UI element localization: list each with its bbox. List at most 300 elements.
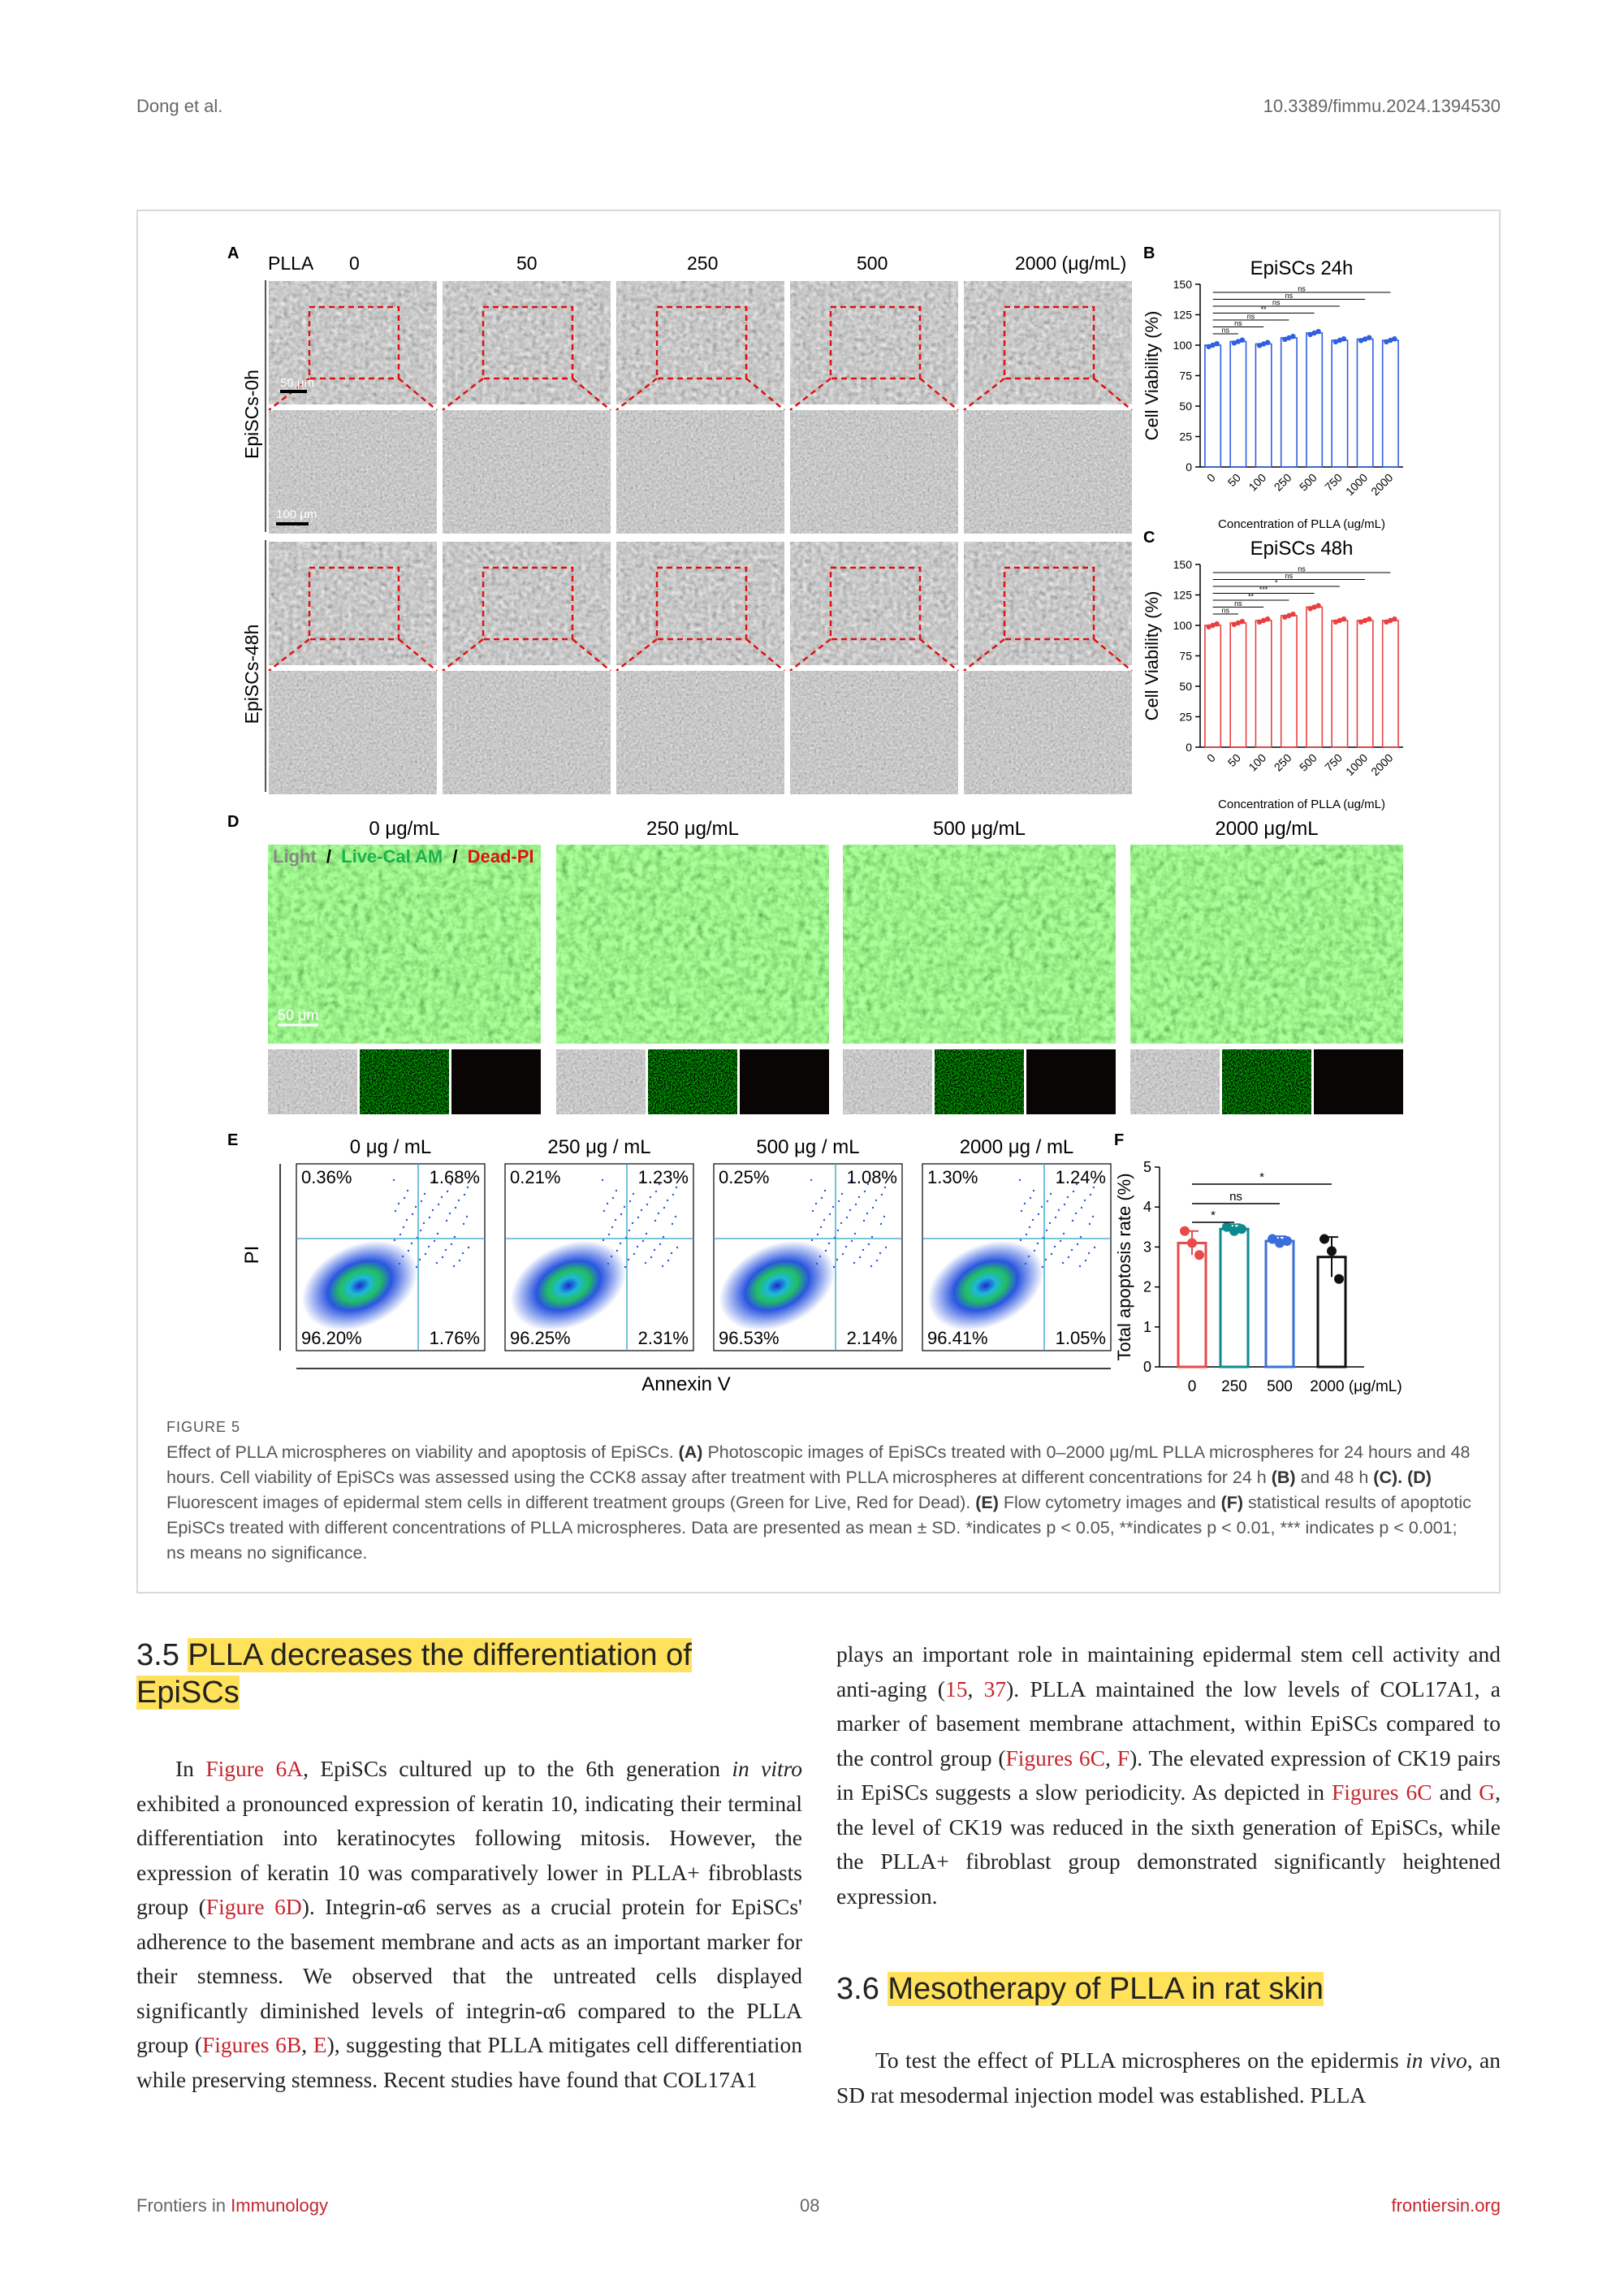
fluorescence-title: 250 μg/mL: [646, 818, 739, 840]
data-point: [1265, 340, 1270, 345]
figure-caption: [166, 1440, 1474, 1566]
ref-figure-6g[interactable]: G: [1479, 1779, 1496, 1805]
data-point: [1334, 1274, 1344, 1284]
data-point: [1214, 341, 1219, 346]
ref-figures-6c-2[interactable]: Figures 6C: [1331, 1779, 1432, 1805]
significance-label: *: [1274, 578, 1278, 587]
scatter-event: [428, 1246, 430, 1247]
y-axis-label: Cell Viability (%): [1142, 590, 1162, 721]
scatter-event: [821, 1197, 823, 1199]
scatter-event: [637, 1246, 638, 1247]
data-point: [1392, 616, 1397, 621]
scatter-event: [402, 1256, 404, 1257]
data-point: [1315, 329, 1320, 334]
panel-letter-d: D: [227, 813, 240, 831]
bar: [1332, 340, 1347, 467]
scatter-event: [468, 1247, 469, 1248]
bar: [1383, 620, 1398, 747]
scatter-event: [646, 1204, 648, 1205]
micrograph: [616, 281, 784, 404]
scatter-event: [645, 1262, 646, 1264]
scatter-event: [868, 1243, 870, 1245]
scatter-event: [858, 1196, 860, 1198]
scatter-event: [881, 1194, 883, 1196]
scatter-event: [628, 1230, 630, 1231]
scatter-event: [819, 1256, 821, 1257]
micrograph: [790, 542, 958, 665]
flow-title: 2000 μg / mL: [959, 1136, 1074, 1158]
scatter-event: [879, 1252, 881, 1254]
scatter-event: [398, 1203, 400, 1204]
scatter-event: [603, 1239, 604, 1241]
flow-cytometry-panels: [280, 1136, 1111, 1369]
scatter-event: [853, 1262, 855, 1264]
scatter-event: [851, 1240, 853, 1242]
x-tick-label: 750: [1322, 470, 1345, 494]
scatter-event: [1071, 1249, 1073, 1251]
scatter-event: [462, 1252, 464, 1254]
scatter-event: [875, 1200, 877, 1201]
caption-ref-f: (F): [1220, 1493, 1244, 1512]
scatter-event: [1072, 1220, 1073, 1222]
live-channel-dots: [935, 1049, 1024, 1114]
micrograph: [964, 281, 1132, 404]
s35-text-6: ), suggesting that PLLA mitigates cell differentiation while preserving stemness. Recent studies have found that COL17A1: [136, 2032, 803, 2092]
y-tick-label: 125: [1173, 308, 1192, 322]
scatter-event: [637, 1217, 639, 1218]
scatter-event: [1046, 1230, 1047, 1231]
caption-text-4: Fluorescent images of epidermal stem cells in different treatment groups (Green for Live, Red for Dead).: [166, 1493, 971, 1512]
y-tick-label: 0: [1142, 1359, 1151, 1375]
significance-label: ns: [1298, 284, 1306, 293]
rc-text-6: and: [1439, 1779, 1472, 1805]
y-tick-label: 2: [1142, 1278, 1151, 1295]
flow-xlabel: Annexin V: [641, 1373, 731, 1395]
x-tick-label: 250: [1221, 1378, 1247, 1395]
quadrant-ll: 96.53%: [719, 1328, 780, 1348]
x-tick-label: 50: [1224, 470, 1243, 490]
scatter-event: [1058, 1209, 1060, 1211]
rc-text-2: ,: [967, 1676, 974, 1701]
scatter-event: [416, 1266, 417, 1268]
data-point: [1187, 1238, 1197, 1247]
ref-15[interactable]: 15: [944, 1676, 968, 1701]
conc-label-2000: 2000 (μg/mL): [1015, 253, 1127, 274]
scatter-event: [399, 1263, 400, 1265]
scatter-event: [646, 1233, 647, 1234]
data-point: [1214, 621, 1219, 626]
ref-figure-6a[interactable]: Figure 6A: [205, 1756, 304, 1781]
panel-letter-f: F: [1114, 1131, 1125, 1149]
rc-text-7: , the level of CK19 was reduced in the sixth generation of EpiSCs, while the PLLA+ fibroblast group demonstrated significantly heightened expression.: [836, 1779, 1501, 1909]
scatter-event: [675, 1216, 676, 1217]
significance-label: *: [1211, 1209, 1216, 1222]
scatter-event: [1041, 1206, 1043, 1208]
quadrant-lr: 2.31%: [637, 1328, 689, 1348]
scatter-event: [676, 1247, 678, 1248]
legend-sep-2: /: [452, 846, 458, 867]
quadrant-ul: 1.30%: [927, 1167, 978, 1187]
scatter-event: [620, 1213, 622, 1215]
scatter-event: [824, 1190, 826, 1191]
dead-channel-image: [1026, 1049, 1116, 1114]
panel-letter-e: E: [227, 1131, 239, 1149]
data-point: [1341, 616, 1346, 621]
quadrant-ul: 0.36%: [301, 1167, 352, 1187]
scatter-event: [611, 1226, 613, 1228]
scatter-event: [1055, 1217, 1056, 1218]
scatter-event: [1029, 1226, 1030, 1228]
quadrant-ur: 1.23%: [637, 1167, 689, 1187]
chart-title: EpiSCs 48h: [1250, 538, 1354, 560]
scatter-event: [863, 1220, 865, 1222]
caption-text-1: Effect of PLLA microspheres on viability and apoptosis of EpiSCs.: [166, 1442, 674, 1462]
figure-label: FIGURE 5: [166, 1419, 241, 1435]
panel-letter-c: C: [1143, 529, 1155, 547]
live-channel-dots: [1222, 1049, 1311, 1114]
bar: [1281, 616, 1297, 747]
scatter-event: [671, 1252, 672, 1254]
scatter-event: [447, 1191, 448, 1192]
scatter-event: [842, 1253, 844, 1255]
footer-journal-name[interactable]: Immunology: [231, 2195, 329, 2216]
scatter-event: [663, 1207, 665, 1209]
scatter-event: [442, 1256, 443, 1258]
scatter-event: [1025, 1263, 1026, 1265]
scatter-event: [1024, 1203, 1026, 1204]
scatter-event: [429, 1217, 430, 1218]
scatter-event: [464, 1194, 465, 1196]
scatter-event: [1094, 1247, 1095, 1248]
fluorescence-title: 2000 μg/mL: [1215, 818, 1319, 840]
heading-3-5-text: PLLA decreases the differentiation of EpiSCs: [136, 1638, 692, 1710]
scatter-event: [654, 1249, 655, 1251]
scatter-event: [871, 1236, 873, 1238]
data-point: [1194, 1250, 1204, 1260]
bar: [1281, 338, 1297, 467]
caption-ref-e: (E): [975, 1493, 999, 1512]
scatter-event: [1085, 1260, 1086, 1261]
scatter-event: [1047, 1200, 1048, 1202]
scatter-event: [823, 1219, 825, 1221]
scatter-event: [612, 1197, 614, 1199]
significance-label: ns: [1285, 292, 1294, 300]
scatter-event: [404, 1197, 405, 1199]
scatter-event: [424, 1193, 425, 1195]
y-axis-label: Cell Viability (%): [1142, 310, 1162, 441]
micrograph: [443, 671, 611, 794]
plla-label: PLLA: [268, 253, 314, 274]
scatter-event: [815, 1203, 817, 1204]
scatter-event: [1021, 1210, 1022, 1212]
micrograph: [964, 410, 1132, 534]
x-tick-label: 1000: [1342, 470, 1371, 499]
significance-label: **: [1260, 305, 1267, 313]
quadrant-ul: 0.21%: [510, 1167, 561, 1187]
data-point: [1367, 616, 1371, 621]
scatter-event: [445, 1249, 447, 1251]
scatter-event: [441, 1196, 443, 1198]
bar: [1307, 333, 1322, 467]
x-axis-label: Concentration of PLLA (ug/mL): [1218, 798, 1385, 811]
y-tick-label: 150: [1173, 558, 1192, 571]
x-tick-label: 100: [1246, 470, 1269, 494]
caption-text-6: statistical results of apoptotic EpiSCs treated with different concentrations of PLLA microspheres. Data are presented as mean ± SD. *indicates p < 0.05, **indicates p < 0.01, *** indicates p < 0.001; ns means no significance.: [166, 1493, 1471, 1563]
chart-c: [1142, 538, 1403, 811]
scatter-event: [628, 1259, 629, 1260]
ref-37[interactable]: 37: [983, 1676, 1007, 1701]
quadrant-lr: 1.05%: [1055, 1328, 1106, 1348]
scatter-event: [667, 1260, 669, 1261]
significance-label: **: [1247, 592, 1255, 601]
heading-3-6-number: 3.6: [836, 1972, 879, 2006]
scatter-event: [825, 1250, 827, 1252]
scatter-event: [810, 1179, 812, 1181]
ref-figure-6e[interactable]: E: [313, 2032, 327, 2057]
x-tick-label: 50: [1224, 750, 1243, 770]
row-label-0h: EpiSCs-0h: [241, 370, 262, 459]
scatter-event: [451, 1243, 452, 1245]
scatter-event: [1067, 1196, 1069, 1198]
row-label-48h: EpiSCs-48h: [241, 624, 262, 724]
light-channel-image: [556, 1049, 646, 1114]
panel-letter-b: B: [1143, 244, 1155, 262]
scatter-event: [615, 1219, 616, 1221]
scatter-event: [1030, 1197, 1031, 1199]
y-tick-label: 100: [1173, 339, 1192, 352]
x-tick-label: 2000: [1368, 750, 1396, 779]
scatter-event: [1080, 1236, 1082, 1238]
merged-fluorescence-image: [556, 845, 829, 1044]
scatter-event: [820, 1226, 822, 1228]
live-channel-dots: [648, 1049, 737, 1114]
scatter-event: [458, 1200, 460, 1201]
x-tick-label: 500: [1296, 750, 1320, 774]
scatter-event: [446, 1220, 447, 1222]
heading-3-6-text: Mesotherapy of PLLA in rat skin: [888, 1972, 1324, 2006]
micrograph-grid-a: [269, 281, 1132, 794]
data-point: [1392, 336, 1397, 341]
scatter-event: [1073, 1191, 1074, 1192]
ref-figures-6c[interactable]: Figures 6C: [1005, 1745, 1105, 1771]
flow-title: 250 μg / mL: [547, 1136, 651, 1158]
flow-title: 0 μg / mL: [349, 1136, 432, 1158]
ref-figure-6d[interactable]: Figure 6D: [205, 1894, 302, 1919]
quadrant-lr: 2.14%: [846, 1328, 897, 1348]
scatter-event: [841, 1193, 843, 1195]
scatter-event: [449, 1213, 451, 1214]
scatter-event: [862, 1249, 864, 1251]
right-column-paragraph: [836, 1637, 1501, 1913]
y-tick-label: 3: [1142, 1239, 1151, 1256]
micrograph: [269, 542, 437, 665]
x-tick-label: 0: [1187, 1378, 1197, 1395]
y-tick-label: 125: [1173, 588, 1192, 602]
scatter-event: [816, 1263, 818, 1265]
ref-figures-6b[interactable]: Figures 6B: [201, 2032, 302, 2057]
chart-title: EpiSCs 24h: [1250, 257, 1354, 279]
scatter-event: [642, 1240, 644, 1242]
significance-label: ns: [1246, 312, 1255, 321]
scatter-event: [837, 1230, 839, 1231]
significance-label: *: [1259, 1170, 1264, 1184]
scatter-event: [1049, 1222, 1051, 1224]
scatter-event: [607, 1263, 609, 1265]
x-tick-label: 750: [1322, 750, 1345, 774]
scatter-event: [880, 1223, 882, 1225]
scatter-event: [1092, 1216, 1094, 1217]
s35-text-4: ). Integrin-α6 serves as a crucial protein for EpiSCs' adherence to the basement membrane and acts as an important marker for their stemness. We observed that the untreated cells displayed significantly diminished levels of integrin-α6 compared to the PLLA group (: [136, 1894, 802, 2057]
scatter-event: [1090, 1194, 1091, 1196]
x-tick-label: 2000 (μg/mL): [1310, 1378, 1402, 1395]
data-point: [1341, 336, 1346, 341]
micrograph: [443, 281, 611, 404]
scatter-event: [1038, 1213, 1039, 1215]
flow-ylabel: PI: [241, 1245, 263, 1265]
s35-text-5: ,: [301, 2032, 308, 2057]
scatter-event: [650, 1196, 651, 1198]
data-point: [1282, 1236, 1292, 1246]
scatter-event: [1054, 1246, 1056, 1247]
scatter-event: [411, 1243, 412, 1244]
scatter-event: [420, 1230, 421, 1231]
scatter-event: [629, 1200, 631, 1202]
scale-bar-top: 50 μm: [280, 376, 314, 390]
quadrant-lr: 1.76%: [429, 1328, 480, 1348]
scatter-event: [832, 1206, 834, 1208]
bar: [1255, 620, 1271, 747]
bar: [1205, 625, 1220, 747]
scatter-event: [662, 1265, 663, 1267]
scatter-event: [672, 1223, 673, 1225]
scatter-event: [1045, 1259, 1047, 1260]
y-tick-label: 25: [1179, 430, 1192, 443]
scatter-event: [836, 1259, 838, 1260]
scatter-event: [1050, 1193, 1052, 1195]
scatter-event: [453, 1265, 455, 1267]
significance-label: ns: [1221, 326, 1230, 335]
caption-text-5: Flow cytometry images and: [1003, 1493, 1216, 1512]
quadrant-ll: 96.41%: [927, 1328, 988, 1348]
scatter-event: [1077, 1243, 1078, 1245]
ref-figure-6f[interactable]: F: [1116, 1745, 1130, 1771]
scatter-event: [393, 1179, 395, 1181]
scatter-event: [650, 1256, 652, 1258]
bar: [1205, 345, 1220, 467]
y-tick-label: 100: [1173, 619, 1192, 632]
scatter-event: [1081, 1207, 1082, 1209]
scatter-event: [406, 1219, 408, 1221]
scatter-event: [438, 1204, 439, 1205]
scatter-event: [608, 1234, 610, 1235]
running-head-doi: 10.3389/fimmu.2024.1394530: [1263, 96, 1501, 116]
scatter-event: [436, 1262, 438, 1264]
scatter-event: [812, 1210, 814, 1212]
scatter-event: [633, 1193, 634, 1195]
section-3-5: [136, 1637, 802, 2097]
y-tick-label: 75: [1179, 369, 1192, 383]
conc-label-500: 500: [857, 253, 888, 274]
scatter-event: [838, 1200, 840, 1202]
quadrant-ur: 1.68%: [429, 1167, 480, 1187]
flow-title: 500 μg / mL: [756, 1136, 860, 1158]
rc-text-5: ). The elevated expression of CK19 pairs in EpiSCs suggests a slow periodicity. As depicted in: [836, 1745, 1501, 1805]
y-tick-label: 1: [1142, 1318, 1151, 1335]
scatter-event: [459, 1260, 460, 1261]
scatter-event: [829, 1213, 831, 1215]
significance-label: ns: [1234, 599, 1242, 608]
heading-3-6: [836, 1970, 1501, 2008]
significance-label: ns: [1272, 298, 1281, 307]
y-tick-label: 75: [1179, 649, 1192, 663]
running-head-authors: Dong et al.: [136, 96, 223, 116]
fluorescence-title: 0 μg/mL: [369, 818, 440, 840]
legend-light: Light: [273, 846, 317, 867]
scatter-event: [817, 1234, 818, 1235]
merged-fluorescence-image: [843, 845, 1116, 1044]
y-tick-label: 25: [1179, 710, 1192, 724]
significance-label: ***: [1259, 586, 1268, 594]
scatter-event: [1033, 1190, 1034, 1191]
stain-legend: [273, 846, 534, 867]
conc-label-50: 50: [516, 253, 538, 274]
rc-text-3: ). PLLA maintained the low levels of COL17A1, a marker of basement membrane attachment, within EpiSCs compared to the control group (: [836, 1676, 1501, 1771]
scatter-event: [394, 1239, 395, 1241]
quadrant-ul: 0.25%: [719, 1167, 770, 1187]
y-tick-label: 0: [1186, 741, 1192, 754]
caption-ref-c: (C).: [1373, 1468, 1403, 1487]
scatter-event: [828, 1243, 830, 1244]
scatter-event: [632, 1222, 633, 1224]
quadrant-ur: 1.24%: [1055, 1167, 1106, 1187]
data-point: [1265, 616, 1270, 621]
scale-bar-bottom: 100 μm: [276, 508, 317, 521]
scatter-event: [866, 1213, 868, 1214]
quadrant-ll: 96.20%: [301, 1328, 362, 1348]
scatter-event: [663, 1236, 664, 1238]
scatter-event: [885, 1247, 887, 1248]
scatter-event: [615, 1190, 617, 1191]
scatter-event: [425, 1253, 426, 1255]
scatter-event: [883, 1216, 885, 1217]
scatter-event: [455, 1207, 456, 1209]
scatter-event: [421, 1200, 422, 1202]
light-channel-image: [843, 1049, 932, 1114]
scatter-event: [408, 1250, 409, 1252]
x-axis-label: Concentration of PLLA (ug/mL): [1218, 517, 1385, 531]
bar: [1230, 342, 1246, 468]
panel-letter-a: A: [227, 244, 240, 262]
bar: [1332, 620, 1347, 747]
caption-ref-a: (A): [678, 1442, 703, 1462]
s35-text-2: , EpiSCs cultured up to the 6th generation: [303, 1756, 720, 1781]
scatter-event: [1032, 1219, 1034, 1221]
scatter-event: [607, 1203, 608, 1204]
bar: [1255, 344, 1271, 468]
scatter-event: [655, 1191, 657, 1192]
footer-site[interactable]: frontiersin.org: [1391, 2195, 1501, 2216]
bar: [1357, 620, 1372, 747]
scatter-event: [454, 1236, 456, 1238]
scatter-event: [603, 1210, 605, 1212]
scatter-event: [845, 1246, 847, 1247]
scatter-event: [616, 1250, 618, 1252]
x-tick-label: 0: [1203, 750, 1218, 765]
data-point: [1290, 612, 1295, 616]
micrograph: [964, 671, 1132, 794]
s36-text-1: To test the effect of PLLA microspheres on the epidermis: [875, 2047, 1399, 2073]
live-channel-dots: [360, 1049, 449, 1114]
